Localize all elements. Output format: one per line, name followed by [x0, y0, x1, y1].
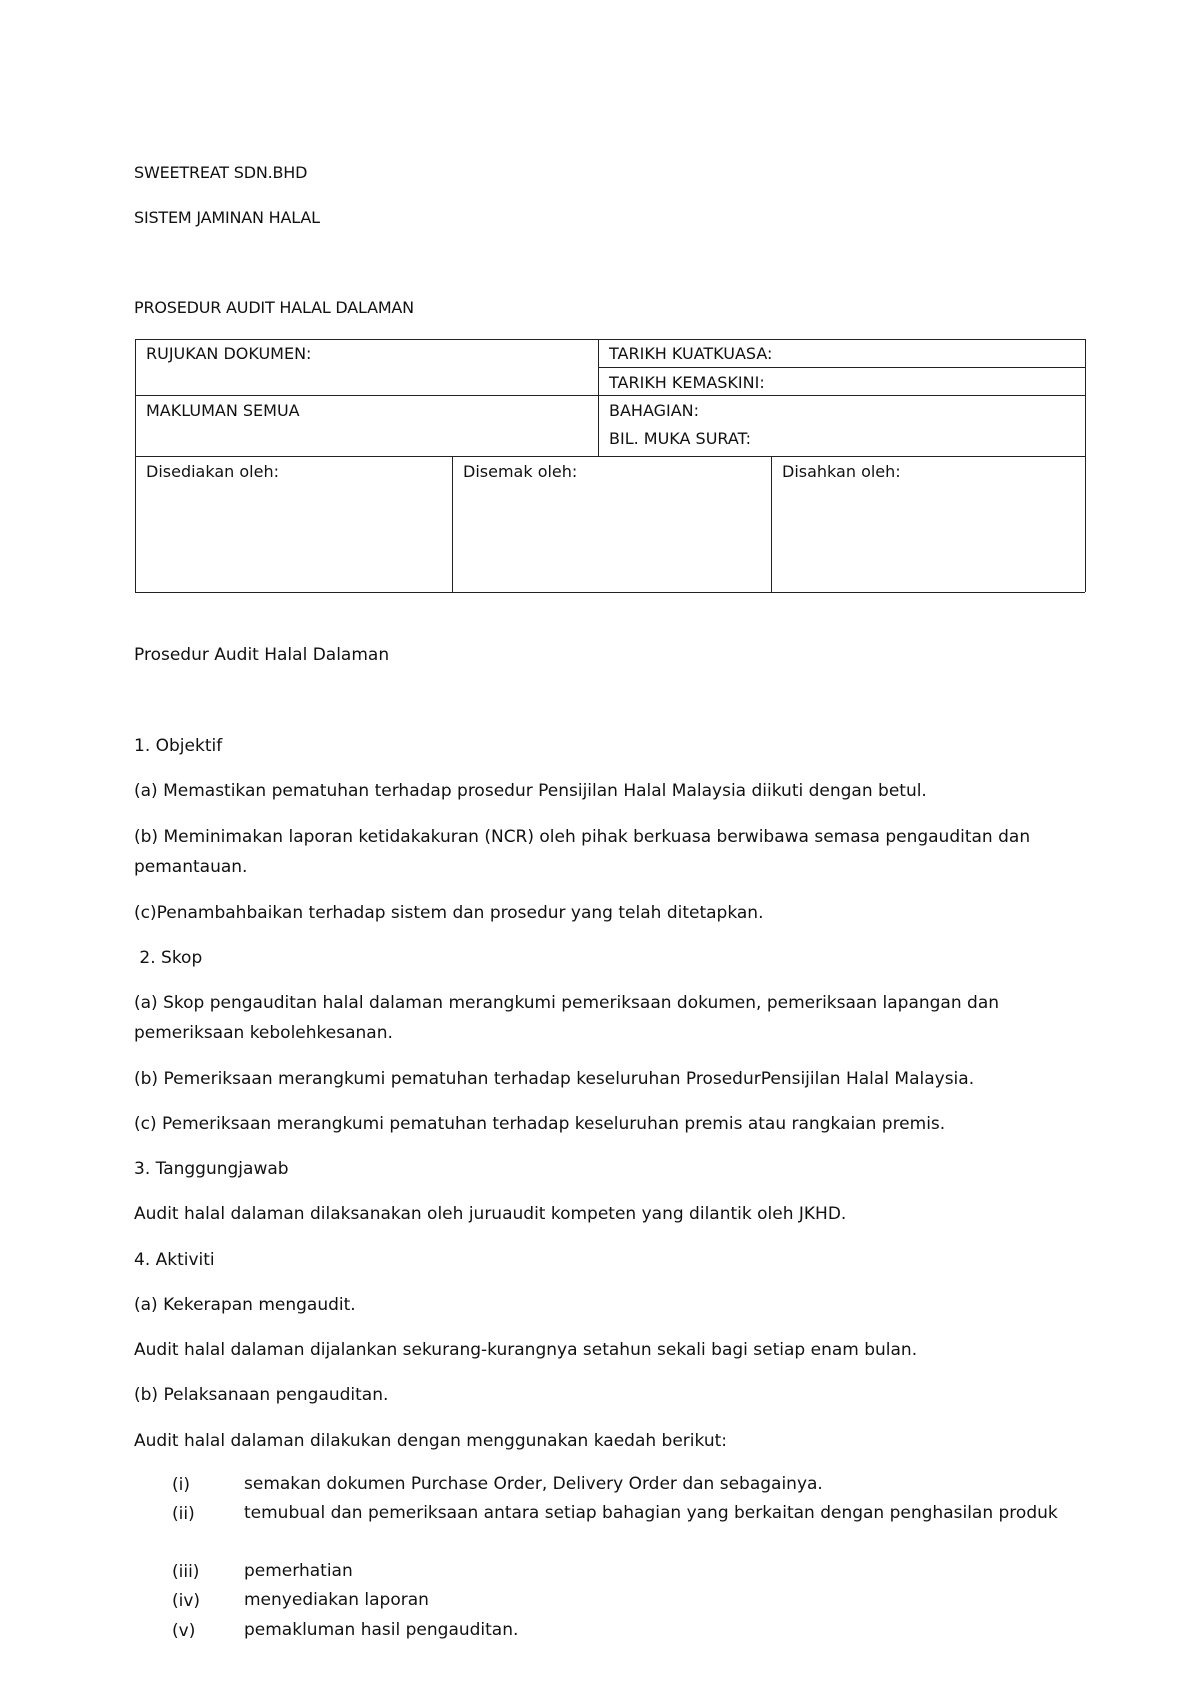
list-item-number: (i) — [172, 1475, 190, 1495]
makluman-label: MAKLUMAN SEMUA — [146, 401, 300, 420]
table-border — [598, 367, 1085, 368]
company-name: SWEETREAT SDN.BHD — [134, 163, 308, 182]
bahagian-label: BAHAGIAN: — [609, 401, 700, 420]
table-border — [771, 456, 772, 592]
tanggungjawab-text: Audit halal dalaman dilaksanakan oleh juruaudit kompeten yang dilantik oleh JKHD. — [134, 1204, 847, 1224]
table-border — [135, 456, 1085, 457]
skop-c: (c) Pemeriksaan merangkumi pematuhan terhadap keseluruhan premis atau rangkaian premis. — [134, 1114, 946, 1134]
disediakan-oleh-label: Disediakan oleh: — [146, 462, 279, 481]
disemak-oleh-label: Disemak oleh: — [463, 462, 578, 481]
rujukan-dokumen-label: RUJUKAN DOKUMEN: — [146, 344, 312, 363]
table-border — [1085, 339, 1086, 592]
table-border — [135, 592, 1085, 593]
objektif-c: (c)Penambahbaikan terhadap sistem dan prosedur yang telah ditetapkan. — [134, 903, 764, 923]
aktiviti-a: (a) Kekerapan mengaudit. — [134, 1295, 356, 1315]
objektif-b: (b) Meminimakan laporan ketidakakuran (NCR) oleh pihak berkuasa berwibawa semasa pengauditan dan pemantauan. — [134, 827, 1031, 877]
tarikh-kuatkuasa-label: TARIKH KUATKUASA: — [609, 344, 773, 363]
table-border — [135, 339, 136, 592]
list-item-number: (iv) — [172, 1591, 201, 1611]
table-border — [452, 456, 453, 592]
table-border — [598, 339, 599, 456]
system-name: SISTEM JAMINAN HALAL — [134, 208, 320, 227]
list-item: pemakluman hasil pengauditan. — [244, 1620, 519, 1640]
list-item-number: (iii) — [172, 1562, 200, 1582]
aktiviti-b: (b) Pelaksanaan pengauditan. — [134, 1385, 389, 1405]
aktiviti-a-text: Audit halal dalaman dijalankan sekurang-kurangnya setahun sekali bagi setiap enam bulan. — [134, 1340, 918, 1360]
list-item-number: (v) — [172, 1621, 196, 1641]
tarikh-kemaskini-label: TARIKH KEMASKINI: — [609, 373, 765, 392]
bil-muka-surat-label: BIL. MUKA SURAT: — [609, 429, 751, 448]
table-border — [135, 339, 1085, 340]
list-item: pemerhatian — [244, 1561, 353, 1581]
skop-a: (a) Skop pengauditan halal dalaman merangkumi pemeriksaan dokumen, pemeriksaan lapangan dan pemeriksaan kebolehkesanan. — [134, 993, 1000, 1043]
list-item: temubual dan pemeriksaan antara setiap bahagian yang berkaitan dengan penghasilan produk — [244, 1503, 1058, 1523]
skop-b: (b) Pemeriksaan merangkumi pematuhan terhadap keseluruhan ProsedurPensijilan Halal Malaysia. — [134, 1069, 975, 1089]
list-item: menyediakan laporan — [244, 1590, 429, 1610]
section-heading-objektif: 1. Objektif — [134, 736, 223, 756]
section-heading-aktiviti: 4. Aktiviti — [134, 1250, 215, 1270]
body-title: Prosedur Audit Halal Dalaman — [134, 645, 390, 665]
section-heading-skop: 2. Skop — [134, 948, 203, 968]
disahkan-oleh-label: Disahkan oleh: — [782, 462, 901, 481]
list-item: semakan dokumen Purchase Order, Delivery Order dan sebagainya. — [244, 1474, 823, 1494]
list-item-number: (ii) — [172, 1504, 195, 1524]
table-border — [135, 395, 1085, 396]
document-title: PROSEDUR AUDIT HALAL DALAMAN — [134, 298, 414, 317]
section-heading-tanggungjawab: 3. Tanggungjawab — [134, 1159, 289, 1179]
aktiviti-b-text: Audit halal dalaman dilakukan dengan menggunakan kaedah berikut: — [134, 1431, 727, 1451]
objektif-a: (a) Memastikan pematuhan terhadap prosedur Pensijilan Halal Malaysia diikuti dengan betul. — [134, 781, 927, 801]
